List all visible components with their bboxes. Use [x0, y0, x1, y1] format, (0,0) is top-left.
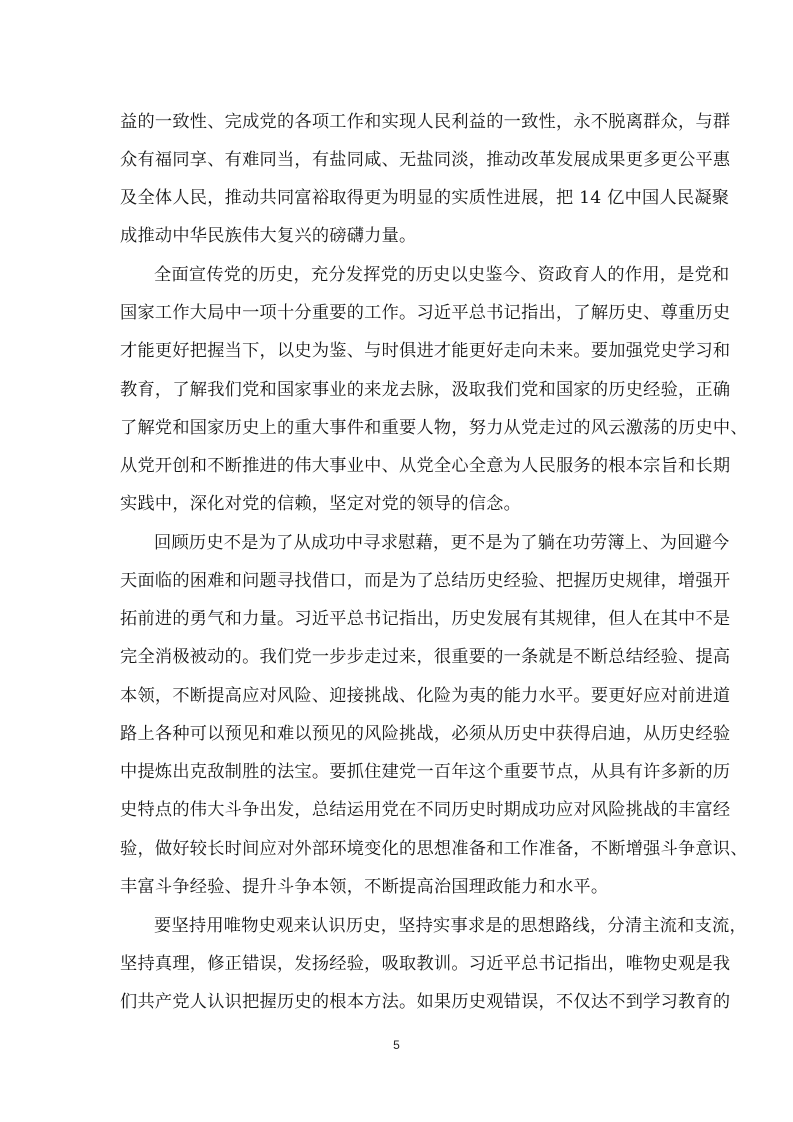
- paragraph-2-line-5: 了解党和国家历史上的重大事件和重要人物，努力从党走过的风云激荡的历史中、: [120, 418, 748, 438]
- paragraph-1-line-1: 益的一致性、完成党的各项工作和实现人民利益的一致性，永不脱离群众，与群: [120, 112, 731, 132]
- paragraph-3-line-10: 丰富斗争经验、提升斗争本领，不断提高治国理政能力和水平。: [120, 877, 609, 897]
- paragraph-2-line-4: 教育，了解我们党和国家事业的来龙去脉，汲取我们党和国家的历史经验，正确: [120, 380, 731, 400]
- paragraph-2-line-1: 全面宣传党的历史，充分发挥党的历史以史鉴今、资政育人的作用，是党和: [154, 265, 730, 285]
- page-number: 5: [393, 1038, 400, 1052]
- paragraph-2-line-2: 国家工作大局中一项十分重要的工作。习近平总书记指出，了解历史、尊重历史: [120, 303, 731, 323]
- paragraph-3-line-8: 史特点的伟大斗争出发，总结运用党在不同历史时期成功应对风险挑战的丰富经: [120, 800, 731, 820]
- paragraph-2-line-7: 实践中，深化对党的信赖，坚定对党的领导的信念。: [120, 494, 522, 514]
- paragraph-3-line-6: 路上各种可以预见和难以预见的风险挑战，必须从历史中获得启迪，从历史经验: [120, 724, 731, 744]
- paragraph-4-line-3: 们共产党人认识把握历史的根本方法。如果历史观错误，不仅达不到学习教育的: [120, 992, 731, 1012]
- paragraph-3-line-7: 中提炼出克敌制胜的法宝。要抓住建党一百年这个重要节点，从具有许多新的历: [120, 762, 731, 782]
- paragraph-1-line-2: 众有福同享、有难同当，有盐同咸、无盐同淡，推动改革发展成果更多更公平惠: [120, 150, 731, 170]
- paragraph-1-line-3: 及全体人民，推动共同富裕取得更为明显的实质性进展，把 14 亿中国人民凝聚: [120, 188, 730, 208]
- paragraph-4-line-1: 要坚持用唯物史观来认识历史，坚持实事求是的思想路线，分清主流和支流，: [154, 916, 747, 936]
- paragraph-1-line-4: 成推动中华民族伟大复兴的磅礴力量。: [120, 226, 417, 246]
- paragraph-3-line-3: 拓前进的勇气和力量。习近平总书记指出，历史发展有其规律，但人在其中不是: [120, 609, 731, 629]
- paragraph-3-line-5: 本领，不断提高应对风险、迎接挑战、化险为夷的能力水平。要更好应对前进道: [120, 686, 731, 706]
- paragraph-3-line-1: 回顾历史不是为了从成功中寻求慰藉，更不是为了躺在功劳簿上、为回避今: [154, 533, 730, 553]
- paragraph-2-line-6: 从党开创和不断推进的伟大事业中、从党全心全意为人民服务的根本宗旨和长期: [120, 456, 731, 476]
- paragraph-4-line-2: 坚持真理，修正错误，发扬经验，吸取教训。习近平总书记指出，唯物史观是我: [120, 954, 731, 974]
- paragraph-3-line-9: 验，做好较长时间应对外部环境变化的思想准备和工作准备，不断增强斗争意识、: [120, 839, 748, 859]
- paragraph-3-line-2: 天面临的困难和问题寻找借口，而是为了总结历史经验、把握历史规律，增强开: [120, 571, 731, 591]
- paragraph-3-line-4: 完全消极被动的。我们党一步步走过来，很重要的一条就是不断总结经验、提高: [120, 647, 731, 667]
- paragraph-2-line-3: 才能更好把握当下，以史为鉴、与时俱进才能更好走向未来。要加强党史学习和: [120, 341, 731, 361]
